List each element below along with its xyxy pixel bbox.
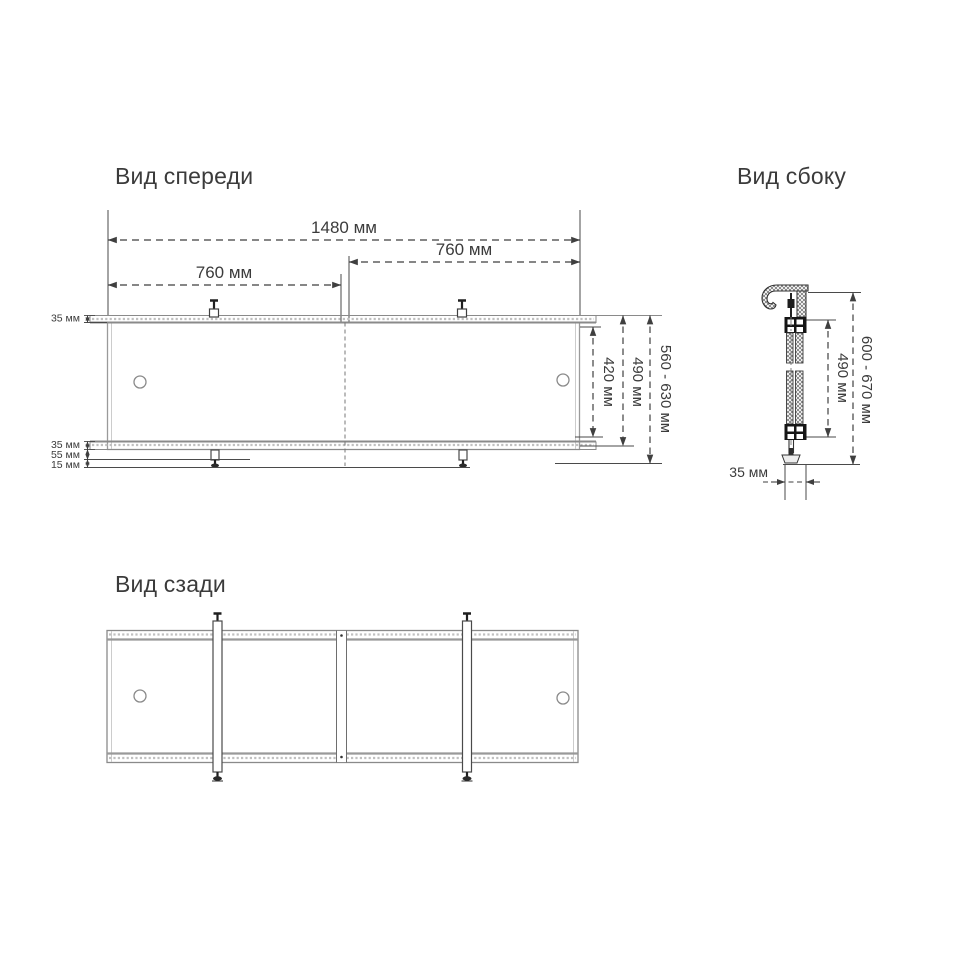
rear-view — [107, 571, 578, 781]
side-dim-panel-height-label: 490 мм — [834, 353, 851, 403]
side-bottom-bracket — [785, 424, 807, 440]
front-left-screw — [210, 301, 219, 318]
dim-total-width-label: 1480 мм — [311, 218, 377, 237]
side-hook-back — [797, 291, 806, 317]
front-left-hole — [134, 376, 146, 388]
front-width-dimension-lines — [108, 240, 580, 285]
side-panel-section — [787, 333, 804, 424]
dim-leg-offset-label: 55 мм — [50, 449, 80, 461]
dim-left-width-label: 760 мм — [195, 263, 253, 282]
dim-frame-height-label: 490 мм — [629, 357, 646, 407]
side-view — [729, 163, 875, 500]
dim-right-width-label: 760 мм — [435, 240, 493, 259]
rear-right-hole — [557, 692, 569, 704]
side-view-title: Вид сбоку — [737, 163, 847, 189]
rear-left-leg — [212, 614, 223, 782]
front-right-hole — [557, 374, 569, 386]
dim-bottom-rail-label: 35 мм — [50, 439, 80, 451]
side-top-bracket — [785, 317, 807, 333]
rear-left-hole — [134, 690, 146, 702]
front-view — [51, 163, 674, 471]
dim-foot-height-label: 15 мм — [50, 459, 80, 471]
side-dim-total-height-label: 600 - 670 мм — [858, 335, 875, 425]
side-floor-lines — [783, 465, 860, 501]
side-screw — [788, 293, 795, 317]
front-left-foot — [211, 450, 219, 468]
dim-top-rail-label: 35 мм — [50, 312, 80, 325]
dim-total-height-label: 560 - 630 мм — [657, 344, 674, 434]
side-dim-depth-label: 35 мм — [729, 464, 768, 480]
front-right-foot — [459, 450, 467, 468]
dim-panel-height-label: 420 мм — [600, 357, 617, 407]
front-right-screw — [458, 301, 467, 318]
front-panel — [90, 316, 662, 467]
rear-center-divider — [337, 631, 347, 763]
rear-view-title: Вид сзади — [115, 571, 226, 597]
front-panel-body — [108, 323, 580, 450]
rear-right-leg — [462, 614, 473, 782]
front-top-rail — [90, 316, 662, 324]
rear-panel — [107, 631, 578, 763]
front-view-title: Вид спереди — [115, 163, 254, 189]
